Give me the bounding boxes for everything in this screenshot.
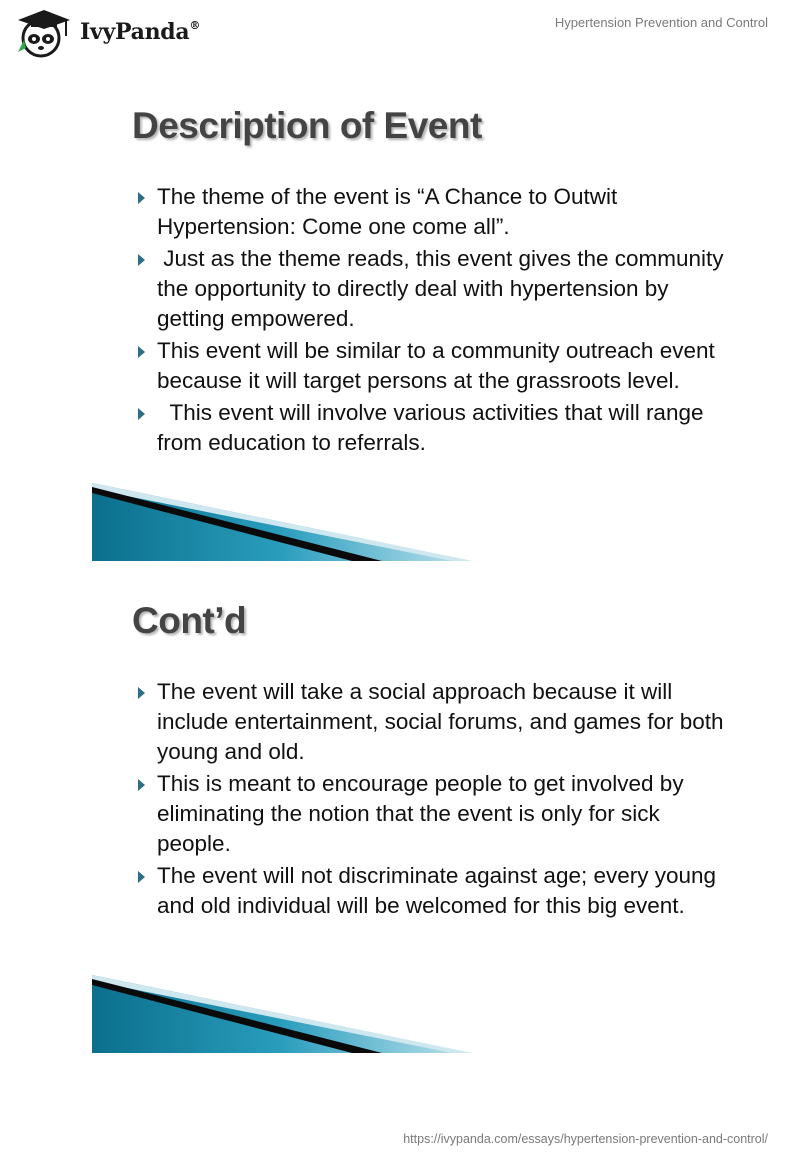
bullet-item: The event will take a social approach because it will include entertainment, social forums, and games for both young and old. — [138, 677, 728, 767]
slide-title: Cont’d — [132, 600, 247, 641]
bullet-item: This is meant to encourage people to get involved by eliminating the notion that the event is only for sick people. — [138, 769, 728, 859]
slide-decoration-wedge — [92, 975, 472, 1053]
slide-contd — [92, 600, 732, 1056]
bullet-arrow-icon — [138, 192, 145, 204]
slide-title: Description of Event — [132, 105, 482, 146]
bullet-list — [138, 677, 728, 923]
bullet-item: This event will involve various activities that will range from education to referrals. — [138, 398, 728, 458]
bullet-arrow-icon — [138, 254, 145, 266]
ivypanda-logo[interactable] — [14, 8, 214, 58]
document-title: Hypertension Prevention and Control — [554, 15, 768, 30]
bullet-list — [138, 182, 728, 460]
bullet-arrow-icon — [138, 346, 145, 358]
source-url[interactable]: https://ivypanda.com/essays/hypertension-prevention-and-control/ — [403, 1132, 768, 1146]
bullet-item: The theme of the event is “A Chance to Outwit Hypertension: Come one come all”. — [138, 182, 728, 242]
slide-description-of-event — [92, 105, 732, 563]
bullet-arrow-icon — [138, 871, 145, 883]
panda-graduate-icon — [14, 8, 76, 58]
bullet-arrow-icon — [138, 779, 145, 791]
bullet-arrow-icon — [138, 687, 145, 699]
bullet-item: This event will be similar to a community outreach event because it will target persons at the grassroots level. — [138, 336, 728, 396]
bullet-item: The event will not discriminate against age; every young and old individual will be welcomed for this big event. — [138, 861, 728, 921]
bullet-item: Just as the theme reads, this event gives the community the opportunity to directly deal with hypertension by getting empowered. — [138, 244, 728, 334]
slide-decoration-wedge — [92, 483, 472, 561]
bullet-arrow-icon — [138, 408, 145, 420]
brand-name: IvyPanda® — [80, 18, 201, 45]
